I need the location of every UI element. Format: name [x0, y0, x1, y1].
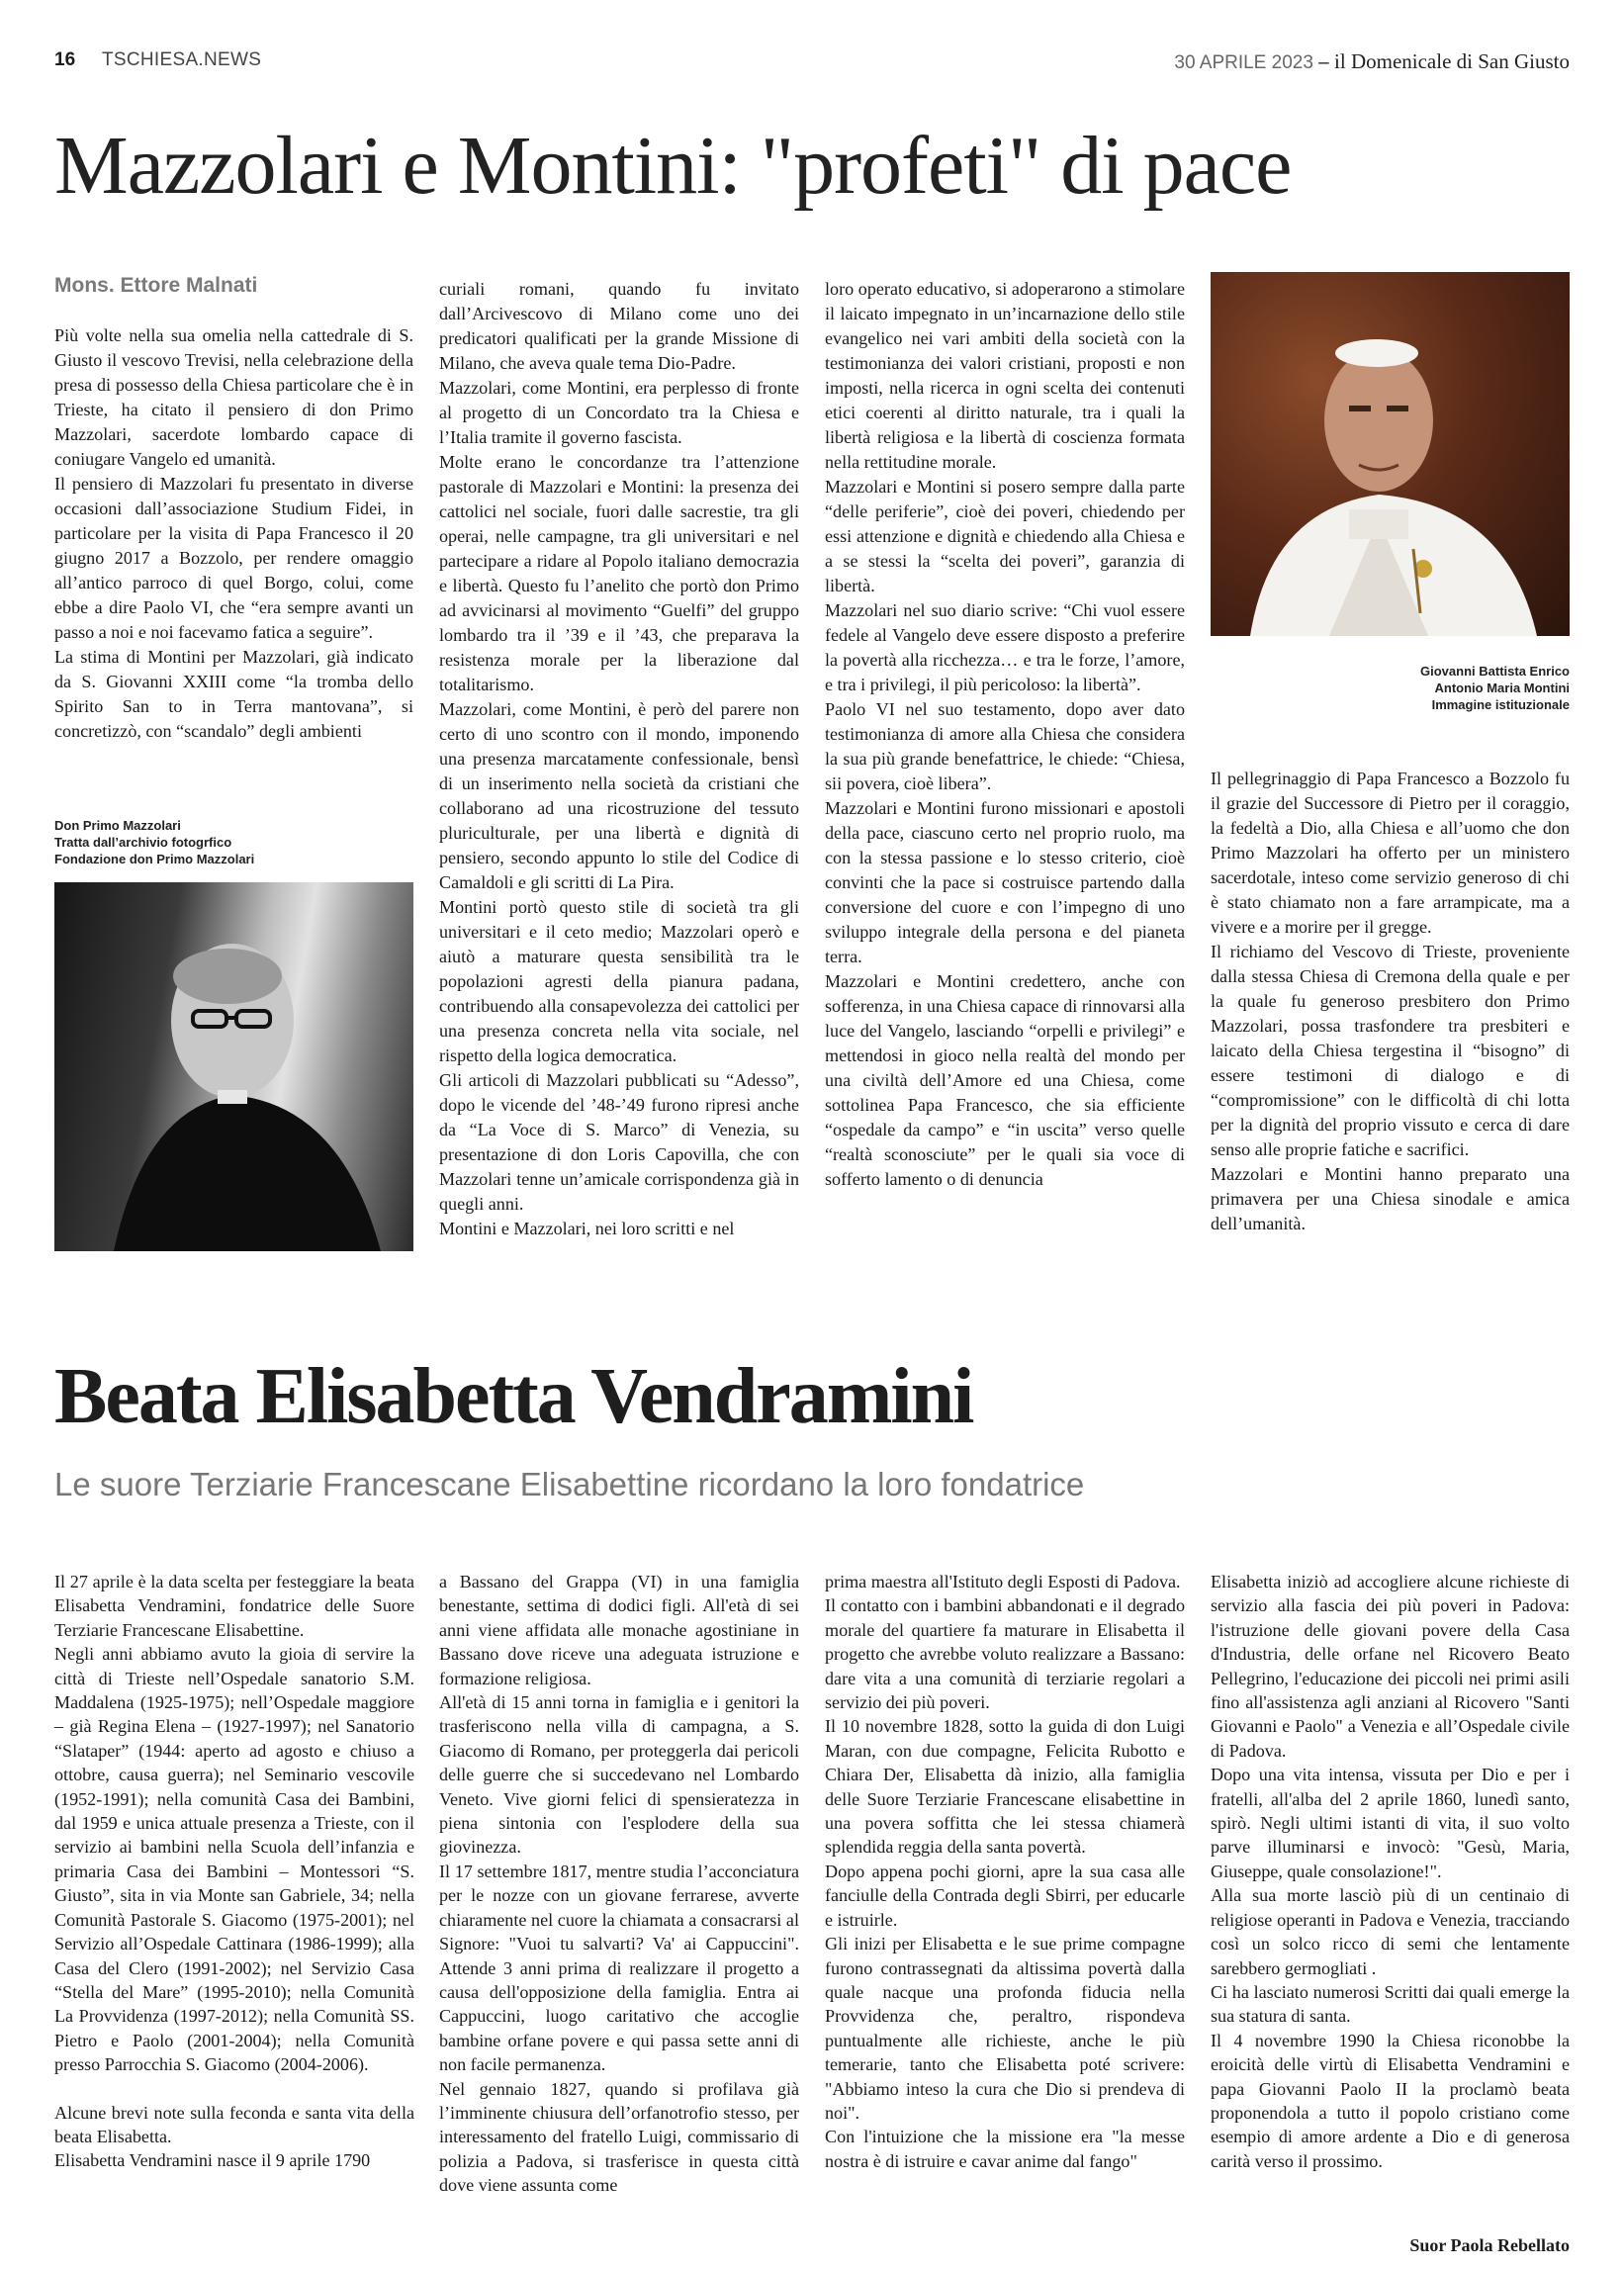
paragraph: Elisabetta iniziò ad accogliere alcune richieste di servizio alla fascia dei più poveri in Padova: l'istruzione delle giovani povere della Casa d'Industria, delle orfane nel Ricovero Beato Pellegrino, l'educazione dei piccoli nei primi asili fino all'assistenza agli anziani al Ricovero "Santi Giovanni e Paolo" a Venezia e all’Ospedale civile di Padova. [1211, 1572, 1570, 1761]
paragraph: Mazzolari e Montini hanno preparato una primavera per una Chiesa sinodale e amica dell’umanità. [1211, 1164, 1570, 1233]
paragraph: curiali romani, quando fu invitato dall’Arcivescovo di Milano come uno dei predicatori qualificati per la grande Missione di Milano, che aveva quale tema Dio-Padre. [439, 279, 799, 373]
caption-line: Antonio Maria Montini [1434, 681, 1570, 695]
paragraph: Nel gennaio 1827, quando si profilava già l’imminente chiusura dell’orfanotrofio stesso, per interessamento del fratello Luigi, commissario di polizia a Padova, si trasferisce in questa città dove viene assunta come [439, 2078, 799, 2196]
article1-column-4 [1211, 767, 1570, 1236]
paragraph: Alla sua morte lasciò più di un centinaio di religiose operanti in Padova e Venezia, tracciando così un solco ricco di semi che lentamente sarebbero germogliati . [1211, 1885, 1570, 1978]
paragraph: Gli articoli di Mazzolari pubblicati su “Adesso”, dopo le vicende del ’48-’49 furono ripresi anche da “La Voce di S. Marco” di Venezia, su presentazione di don Loris Capovilla, che con Mazzolari tenne un’amicale corrispondenza già in quegli anni. [439, 1070, 799, 1214]
article2-subtitle: Le suore Terziarie Francescane Elisabettine ricordano la loro fondatrice [54, 1466, 1085, 1502]
paragraph: Elisabetta Vendramini nasce il 9 aprile 1790 [54, 2150, 371, 2171]
photo1-caption [54, 817, 413, 867]
article1-column-3 [825, 277, 1185, 1192]
article2-column-3 [825, 1570, 1185, 2173]
paragraph: Gli inizi per Elisabetta e le sue prime compagne furono contrassegnati da altissima povertà dalla quale nacque una profonda fiducia nella Provvidenza che, peraltro, rispondeva puntualmente alle richieste, anche le più temerarie, tanto che Elisabetta poté scrivere: "Abbiamo inteso la cura che Dio si prendeva di noi". [825, 1934, 1185, 2123]
paragraph: Il 4 novembre 1990 la Chiesa riconobbe la eroicità delle virtù di Elisabetta Vendramini e papa Giovanni Paolo II la proclamò beata proponendola a tutto il popolo cristiano come esempio di amore ardente a Dio e di generosa carità verso il prossimo. [1211, 2030, 1570, 2171]
paragraph: Dopo appena pochi giorni, apre la sua casa alle fanciulle della Contrada degli Sbirri, per educarle e istruirle. [825, 1861, 1185, 1930]
paper-name: il Domenicale di San Giusto [1334, 49, 1570, 73]
caption-line: Giovanni Battista Enrico [1420, 664, 1570, 679]
paragraph: Negli anni abbiamo avuto la gioia di servire la città di Trieste nell’Ospedale sanatorio S.M. Maddalena (1925-1975); nell’Ospedale maggiore – già Regina Elena – (1927-1997); nel Sanatorio “Slataper” (1944: aperto ad agosto e chiuso a ottobre, causa guerra); nel Seminario vescovile (1952-1991); nella comunità Casa dei Bambini, dal 1959 e unica attuale presenza a Trieste, con il servizio ai bambini nella Scuola dell’infanzia e primaria Casa dei Bambini – Montessori “S. Giusto”, sita in via Monte san Gabriele, 34; nella Comunità Pastorale S. Giacomo (1975-2001); nel Servizio all’Ospedale Cattinara (1986-1999); alla Casa del Clero (1991-2002); nel Servizio Casa “Stella del Mare” (1995-2010); nella Comunità La Provvidenza (1997-2012); nella Comunità SS. Pietro e Paolo (2001-2004); nella Comunità presso Parrocchia S. Giacomo (2004-2006). [54, 1644, 414, 2075]
paragraph: Mazzolari nel suo diario scrive: “Chi vuol essere fedele al Vangelo deve essere disposto a preferire la povertà alla ricchezza… e tra le forze, l’amore, e tra i privilegi, il più pericoloso: la libertà”. [825, 600, 1185, 694]
paragraph: Il 27 aprile è la data scelta per festeggiare la beata Elisabetta Vendramini, fondatrice delle Suore Terziarie Francescane Elisabettine. [54, 1572, 414, 1640]
paragraph: All'età di 15 anni torna in famiglia e i genitori la trasferiscono nella villa di campagna, a S. Giacomo di Romano, per proteggerla dai pericoli delle guerre che si succedevano nel Lombardo Veneto. Vive giorni felici di spensieratezza in piena sintonia con l'esplodere della sua giovinezza. [439, 1692, 799, 1858]
page-number: 16 [54, 49, 76, 70]
caption-line: Immagine istituzionale [1431, 697, 1570, 712]
paragraph: Il 10 novembre 1828, sotto la guida di don Luigi Maran, con due compagne, Felicita Rubotto e Chiara Der, Elisabetta dà inizio, alla famiglia delle Suore Terziarie Francescane elisabettine in una povera soffitta che lei stessa chiamerà splendida reggia della santa povertà. [825, 1716, 1185, 1858]
site-name[interactable]: TSCHIESA.NEWS [102, 49, 262, 70]
caption-line: Tratta dall’archivio fotogrfico [54, 835, 232, 850]
paragraph: prima maestra all'Istituto degli Esposti di Padova. [825, 1572, 1181, 1591]
page-header [54, 49, 1570, 79]
issue-date: 30 APRILE 2023 [1174, 52, 1313, 73]
paragraph-spacer [54, 2077, 414, 2101]
paragraph: Mazzolari, come Montini, era perplesso di fronte al progetto di un Concordato tra la Chiesa e l’Italia tramite il governo fascista. [439, 378, 799, 447]
paragraph: Dopo una vita intensa, vissuta per Dio e per i fratelli, all'alba del 2 aprile 1860, lunedì santo, spirò. Negli ultimi istanti di vita, il suo volto parve illuminarsi e invocò: "Gesù, Maria, Giuseppe, quale consolazione!". [1211, 1765, 1570, 1881]
article2-column-4 [1211, 1570, 1570, 2173]
paragraph: Montini portò questo stile di società tra gli universitari e il ceto medio; Mazzolari operò e aiutò a maturare questa sensibilità tra le popolazioni agresti della pianura padana, contribuendo alla consapevolezza dei cattolici per una presenza concreta nella vita sociale, nel rispetto della logica democratica. [439, 897, 799, 1065]
header-separator: – [1312, 52, 1335, 73]
article2-title: Beata Elisabetta Vendramini [54, 1353, 973, 1440]
paragraph: Ci ha lasciato numerosi Scritti dai quali emerge la sua statura di santa. [1211, 1981, 1570, 2027]
paragraph: Il pellegrinaggio di Papa Francesco a Bozzolo fu il grazie del Successore di Pietro per il coraggio, la fedeltà a Dio, alla Chiesa e all’uomo che don Primo Mazzolari ha offerto per un ministero sacerdotale, inteso come servizio generoso di chi è stato chiamato non a fare arrampicate, ma a vivere e a morire per il gregge. [1211, 769, 1570, 937]
mazzolari-photo [54, 882, 413, 1251]
paragraph: Il richiamo del Vescovo di Trieste, proveniente dalla stessa Chiesa di Cremona della quale e per la quale fu generoso presbitero don Primo Mazzolari, possa trasfondere tra presbiteri e laicato della Chiesa tergestina il “bisogno” di essere testimoni di dialogo e di “compromissione” con le difficoltà di chi lotta per la dignità del proprio vissuto e cerca di dare senso alle proprie fatiche e sacrifici. [1211, 942, 1570, 1159]
article2-column-2 [439, 1570, 799, 2198]
montini-portrait-drawing [1211, 272, 1570, 636]
paragraph: Più volte nella sua omelia nella cattedrale di S. Giusto il vescovo Trevisi, nella celebrazione della presa di possesso della Chiesa particolare che è in Trieste, ha citato il pensiero di don Primo Mazzolari, sacerdote lombardo capace di coniugare Vangelo ed umanità. [54, 325, 413, 469]
paragraph: Mazzolari, come Montini, è però del parere non certo di uno scontro con il mondo, imponendo una presenza marcatamente confessionale, bensì di un inserimento nella società da cristiani che collaborano ad una ricostruzione del tessuto pluriculturale, per una libertà e dignità di pensiero, secondo appunto lo stile del Codice di Camaldoli e gli scritti di La Pira. [439, 699, 799, 892]
article2-signature: Suor Paola Rebellato [1409, 2235, 1570, 2255]
paragraph: Con l'intuizione che la missione era "la messe nostra è di istruire e cavar anime dal fango" [825, 2127, 1185, 2171]
paragraph: Paolo VI nel suo testamento, dopo aver dato testimonianza di amore alla Chiesa che considera la sua più grande benefattrice, le chiede: “Chiesa, sii povera, cioè libera”. [825, 699, 1185, 793]
article2-column-1 [54, 1570, 414, 2173]
article1-title: Mazzolari e Montini: "profeti" di pace [54, 120, 1292, 212]
header-right [1174, 49, 1570, 74]
article1-column-1 [54, 323, 413, 744]
paragraph: Mazzolari e Montini credettero, anche con sofferenza, in una Chiesa capace di rinnovarsi alla luce del Vangelo, lasciando “orpelli e privilegi” e mettendosi in gioco nella realtà del mondo per una civiltà dell’Amore ed una Chiesa, come sottolinea Papa Francesco, che sia efficiente “ospedale da campo” e “in uscita” verso quelle “realtà sconosciute” per le quali sia voce di sofferto lamento o di denuncia [825, 971, 1185, 1189]
paragraph: Montini e Mazzolari, nei loro scritti e nel [439, 1219, 735, 1238]
paragraph: Mazzolari e Montini furono missionari e apostoli della pace, ciascuno certo nel proprio ruolo, ma con la stessa passione e lo stesso criterio, cioè convinti che la pace si costruisce partendo dalla conversione del cuore e con l’impegno di uno sviluppo integrale della persona e del pianeta terra. [825, 798, 1185, 966]
article1-author: Mons. Ettore Malnati [54, 274, 258, 297]
article1-column-2 [439, 277, 799, 1241]
paragraph: Il pensiero di Mazzolari fu presentato in diverse occasioni dall’associazione Studium Fidei, in particolare per la visita di Papa Francesco il 20 giugno 2017 a Bozzolo, per rendere omaggio all’antico parroco di quel Borgo, colui, come ebbe a dire Paolo VI, che “era sempre avanti un passo a noi e noi facevamo fatica a seguire”. [54, 474, 413, 642]
paragraph: Molte erano le concordanze tra l’attenzione pastorale di Mazzolari e Montini: la presenza dei cattolici nel sociale, fuori dalle sacrestie, tra gli operai, nelle campagne, tra gli universitari e nel partecipare a ridare al Popolo italiano democrazia e libertà. Questo fu l’anelito che portò don Primo ad avvicinarsi al movimento “Guelfi” del gruppo lombardo tra il ’39 e il ’43, che preparava la resistenza morale per la liberazione dal totalitarismo. [439, 452, 799, 694]
caption-line: Don Primo Mazzolari [54, 818, 181, 833]
montini-photo [1211, 272, 1570, 636]
paragraph: Mazzolari e Montini si posero sempre dalla parte “delle periferie”, cioè dei poveri, chiedendo per essi attenzione e dignità e chiedendo alla Chiesa e a se stessi la “scelta dei poveri”, garanzia di libertà. [825, 477, 1185, 595]
paragraph: a Bassano del Grappa (VI) in una famiglia benestante, settima di dodici figli. All'età di sei anni viene affidata alle monache agostiniane in Bassano dove riceve una adeguata istruzione e formazione religiosa. [439, 1572, 799, 1688]
paragraph: La stima di Montini per Mazzolari, già indicato da S. Giovanni XXIII come “la tromba dello Spirito San to in Terra mantovana”, si concretizzò, con “scandalo” degli ambienti [54, 647, 413, 741]
photo2-caption [1211, 663, 1570, 713]
mazzolari-portrait-drawing [54, 882, 413, 1251]
paragraph: Alcune brevi note sulla feconda e santa vita della beata Elisabetta. [54, 2102, 414, 2146]
paragraph: Il contatto con i bambini abbandonati e il degrado morale del quartiere fa maturare in Elisabetta il progetto che avrebbe voluto realizzare a Bassano: dare vita a una comunità di terziarie regolari a servizio dei più poveri. [825, 1595, 1185, 1713]
paragraph: Il 17 settembre 1817, mentre studia l’acconciatura per le nozze con un giovane ferrarese, avverte chiaramente nel cuore la chiamata a consacrarsi al Signore: "Vuoi tu salvarti? Va' ai Cappuccini". Attende 3 anni prima di realizzare il progetto a causa dell'opposizione della famiglia. Entra ai Cappuccini, luogo caritativo che accoglie bambine orfane povere e qui passa sette anni di non facile permanenza. [439, 1861, 799, 2075]
caption-line: Fondazione don Primo Mazzolari [54, 852, 255, 866]
paragraph: loro operato educativo, si adoperarono a stimolare il laicato impegnato in un’incarnazione dello stile evangelico nei vari ambiti della società con la testimonianza dei valori cristiani, proposti e non imposti, nella ricerca in ogni scelta dei contenuti etici coerenti al diritto naturale, tra i quali la libertà religiosa e la libertà di coscienza formata nella rettitudine morale. [825, 279, 1185, 472]
